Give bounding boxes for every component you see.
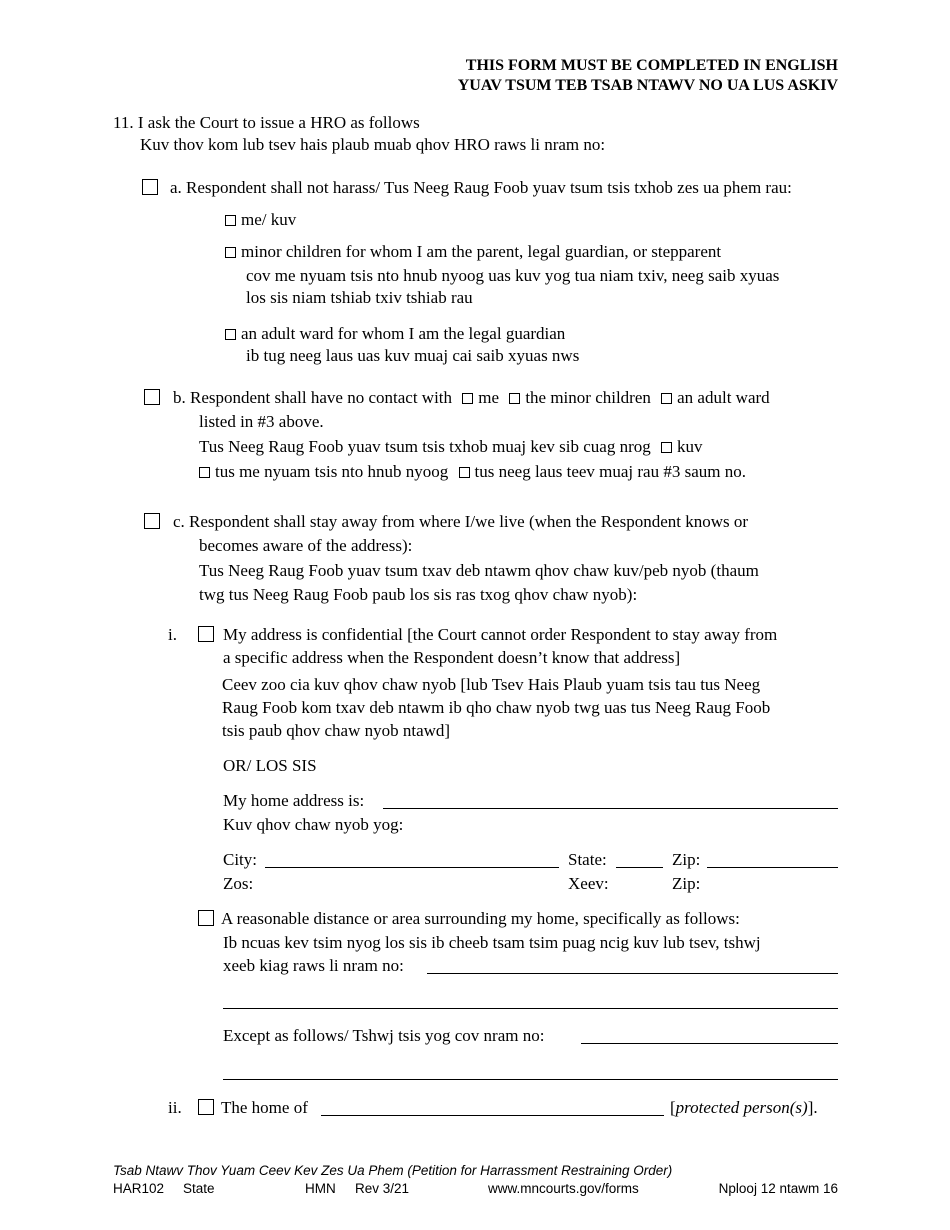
footer-jurisdiction: State (183, 1181, 215, 1196)
option-b-kuv-checkbox[interactable] (661, 442, 672, 453)
except-label: Except as follows/ Tshwj tsis yog cov nram no: (223, 1026, 545, 1045)
option-b-adult-ward-label: an adult ward (677, 388, 770, 407)
option-b-line1 (173, 388, 770, 408)
option-c-line3: Tus Neeg Raug Foob yuav tsum txav deb ntawm qhov chaw kuv/peb nyob (thaum (199, 561, 759, 580)
confidential-address-hmn3: tsis paub qhov chaw nyob ntawd] (222, 721, 451, 740)
protected-person-field[interactable] (321, 1115, 664, 1116)
home-address-field[interactable] (383, 808, 838, 809)
option-b-label: b. Respondent shall have no contact with (173, 388, 453, 407)
except-field[interactable] (581, 1043, 838, 1044)
option-b-line2: listed in #3 above. (199, 412, 324, 431)
option-c-checkbox[interactable] (144, 513, 160, 529)
option-a-label: a. Respondent shall not harass/ Tus Neeg Raug Foob yuav tsum tsis txhob zes ua phem rau: (170, 178, 792, 197)
confidential-address-line2: a specific address when the Respondent doesn’t know that address] (223, 648, 681, 667)
option-b-line4 (199, 462, 746, 482)
option-b-hmn-minor-label: tus me nyuam tsis nto hnub nyoog (215, 462, 449, 481)
option-a-me-label: me/ kuv (241, 210, 297, 229)
option-a-checkbox[interactable] (142, 179, 158, 195)
reasonable-distance-line1: A reasonable distance or area surrounding my home, specifically as follows: (221, 909, 740, 928)
footer-title: Tsab Ntawv Thov Yuam Ceev Kev Zes Ua Phem (Petition for Harrassment Restraining Order) (113, 1163, 673, 1178)
option-a-adult-ward-hmn: ib tug neeg laus uas kuv muaj cai saib xyuas nws (246, 346, 580, 365)
bracket-open: [ (670, 1098, 676, 1117)
confidential-address-line1: My address is confidential [the Court cannot order Respondent to stay away from (223, 625, 778, 644)
option-b-line3 (199, 437, 703, 457)
option-b-adult-ward-checkbox[interactable] (661, 393, 672, 404)
option-b-me-label: me (478, 388, 500, 407)
option-c-line4: twg tus Neeg Raug Foob paub los sis ras txog qhov chaw nyob): (199, 585, 638, 604)
state-label-hmn: Xeev: (568, 874, 609, 893)
option-b-hmn-adult-label: tus neeg laus teev muaj rau #3 saum no. (474, 462, 746, 481)
home-address-label: My home address is: (223, 791, 365, 810)
option-c-ii-marker: ii. (168, 1098, 182, 1117)
reasonable-distance-hmn2: xeeb kiag raws li nram no: (223, 956, 404, 975)
option-b-hmn-label: Tus Neeg Raug Foob yuav tsum tsis txhob muaj kev sib cuag nrog (199, 437, 651, 456)
zip-label: Zip: (672, 850, 701, 869)
option-b-minor-children-checkbox[interactable] (509, 393, 520, 404)
except-field-2[interactable] (223, 1079, 838, 1080)
footer-url[interactable]: www.mncourts.gov/forms (488, 1181, 639, 1196)
city-label: City: (223, 850, 258, 869)
footer-language: HMN (305, 1181, 336, 1196)
option-a-adult-ward (225, 324, 565, 344)
option-a-adult-ward-label: an adult ward for whom I am the legal guardian (241, 324, 566, 343)
confidential-address-hmn2: Raug Foob kom txav deb ntawm ib qho chaw nyob twg uas tus Neeg Raug Foob (222, 698, 771, 717)
option-a-minor-children-checkbox[interactable] (225, 247, 236, 258)
zip-field[interactable] (707, 867, 838, 868)
protected-person-text: protected person(s) (675, 1098, 808, 1117)
reasonable-distance-hmn1: Ib ncuas kev tsim nyog los sis ib cheeb tsam tsim puag ncig kuv lub tsev, tshwj (223, 933, 761, 952)
item-11-title-hmn: Kuv thov kom lub tsev hais plaub muab qhov HRO raws li nram no: (140, 135, 606, 154)
option-a-adult-ward-checkbox[interactable] (225, 329, 236, 340)
home-of-checkbox[interactable] (198, 1099, 214, 1115)
option-c-line1: c. Respondent shall stay away from where I/we live (when the Respondent knows or (173, 512, 749, 531)
state-label: State: (568, 850, 607, 869)
option-a-me (225, 210, 296, 230)
option-a-me-checkbox[interactable] (225, 215, 236, 226)
option-a-minor-children (225, 242, 721, 262)
protected-person-label (670, 1098, 818, 1118)
bracket-close: ]. (807, 1098, 818, 1117)
option-c-line2: becomes aware of the address): (199, 536, 413, 555)
zip-label-hmn: Zip: (672, 874, 701, 893)
option-b-hmn-minor-checkbox[interactable] (199, 467, 210, 478)
city-field[interactable] (265, 867, 559, 868)
reasonable-distance-checkbox[interactable] (198, 910, 214, 926)
home-of-label: The home of (221, 1098, 308, 1117)
header-hmong-notice: YUAV TSUM TEB TSAB NTAWV NO UA LUS ASKIV (457, 77, 838, 94)
confidential-address-hmn1: Ceev zoo cia kuv qhov chaw nyob [lub Tsev Hais Plaub yuam tsis tau tus Neeg (222, 675, 761, 694)
option-c-i-marker: i. (168, 625, 177, 644)
reasonable-distance-field-2[interactable] (223, 1008, 838, 1009)
option-a-minor-children-hmn2: los sis niam tshiab txiv tshiab rau (246, 288, 473, 307)
city-label-hmn: Zos: (223, 874, 254, 893)
option-a-minor-children-label: minor children for whom I am the parent, legal guardian, or stepparent (241, 242, 722, 261)
footer-form-id: HAR102 (113, 1181, 165, 1196)
home-address-label-hmn: Kuv qhov chaw nyob yog: (223, 815, 404, 834)
option-b-minor-children-label: the minor children (525, 388, 651, 407)
confidential-address-checkbox[interactable] (198, 626, 214, 642)
footer-revision: Rev 3/21 (355, 1181, 410, 1196)
option-b-me-checkbox[interactable] (462, 393, 473, 404)
item-11-title: 11. I ask the Court to issue a HRO as follows (113, 113, 420, 132)
footer-page-number: Nplooj 12 ntawm 16 (718, 1181, 838, 1196)
state-field[interactable] (616, 867, 663, 868)
reasonable-distance-field[interactable] (427, 973, 838, 974)
option-b-checkbox[interactable] (144, 389, 160, 405)
option-b-kuv-label: kuv (677, 437, 703, 456)
or-separator: OR/ LOS SIS (223, 756, 317, 775)
header-english-notice: THIS FORM MUST BE COMPLETED IN ENGLISH (465, 57, 838, 74)
option-b-hmn-adult-checkbox[interactable] (459, 467, 470, 478)
option-a-minor-children-hmn1: cov me nyuam tsis nto hnub nyoog uas kuv yog tua niam txiv, neeg saib xyuas (246, 266, 780, 285)
